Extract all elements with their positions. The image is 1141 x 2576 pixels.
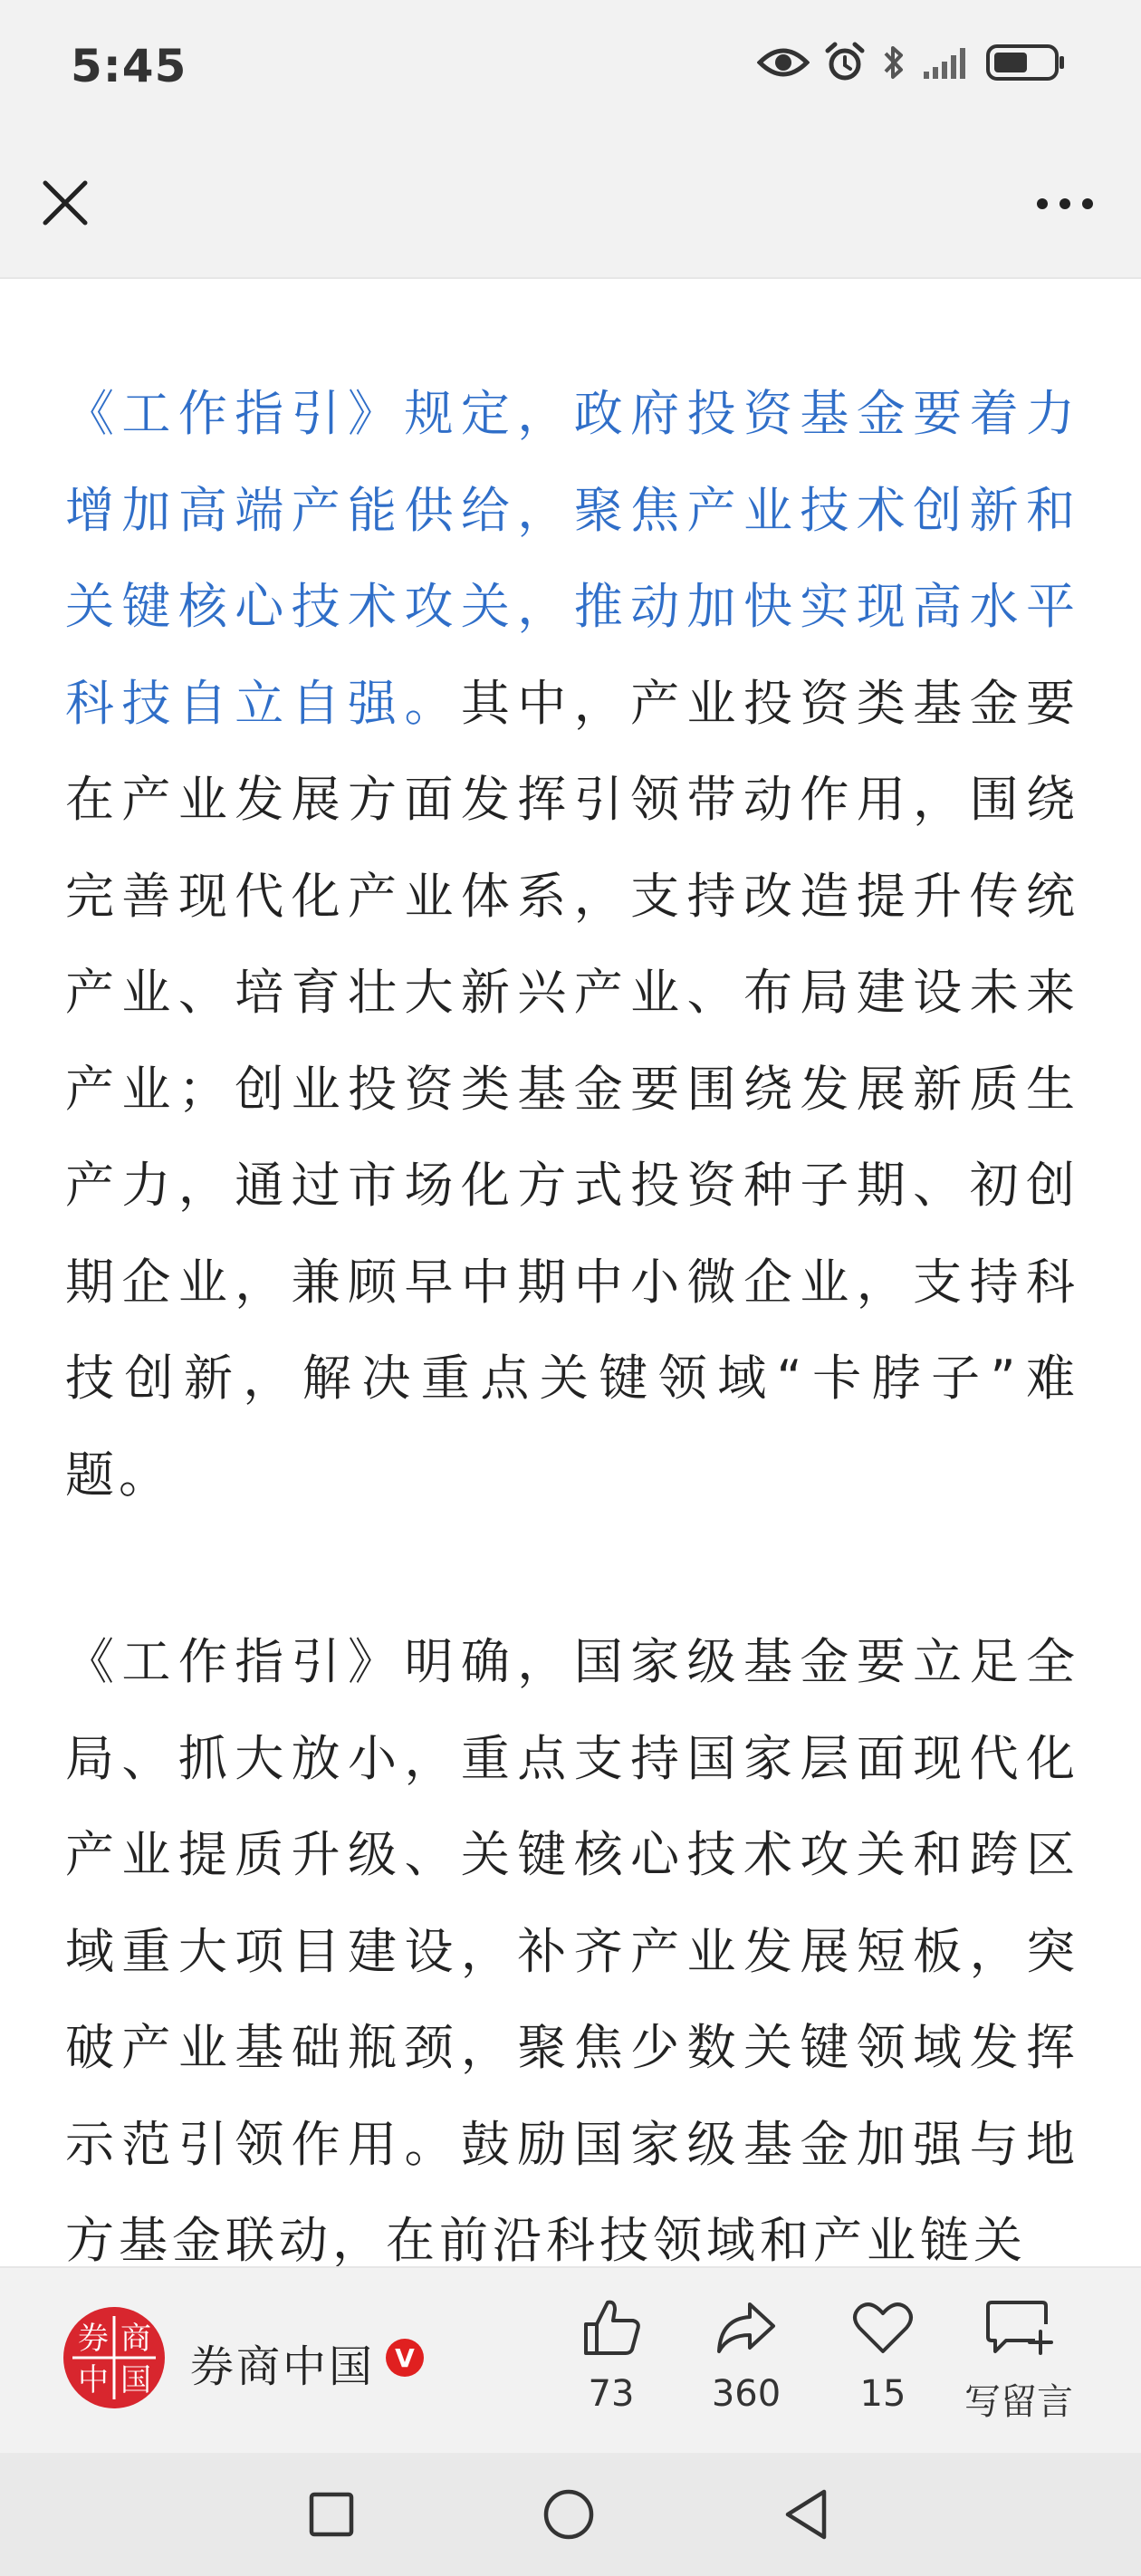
home-icon	[542, 2487, 596, 2542]
logo-char: 商	[120, 2321, 151, 2357]
share-count: 360	[711, 2373, 781, 2415]
thumbs-up-icon	[579, 2295, 644, 2360]
write-comment-label: 写留言	[964, 2381, 1073, 2423]
author-avatar[interactable]	[63, 2307, 165, 2408]
eye-icon	[757, 44, 810, 81]
logo-char: 国	[120, 2362, 151, 2398]
favorite-button[interactable]	[820, 2295, 946, 2440]
logo-char: 券	[78, 2321, 109, 2357]
more-button[interactable]	[1029, 181, 1101, 226]
alarm-icon	[824, 42, 866, 83]
back-button[interactable]	[772, 2480, 840, 2549]
like-button[interactable]	[548, 2295, 675, 2440]
status-icons	[757, 42, 1067, 83]
close-icon	[42, 179, 89, 226]
battery-icon	[985, 43, 1067, 82]
bottom-action-bar	[0, 2266, 1141, 2453]
share-icon	[714, 2295, 779, 2360]
author-name[interactable]: 券商中国	[190, 2341, 376, 2392]
heart-icon	[850, 2295, 916, 2360]
share-button[interactable]	[683, 2295, 810, 2440]
status-time: 5:45	[71, 40, 187, 92]
system-nav-bar	[0, 2453, 1141, 2576]
article-content[interactable]	[0, 279, 1141, 2266]
highlighted-text[interactable]: 《工作指引》规定，政府投资基金要着力增加高端产能供给，聚焦产业技术创新和关键核心技术攻关，推动加快实现高水平科技自立自强。	[65, 385, 1079, 732]
recent-apps-icon	[308, 2491, 355, 2538]
recent-apps-button[interactable]	[297, 2480, 366, 2549]
signal-icon	[922, 44, 971, 81]
article-paragraph	[65, 366, 1079, 1523]
status-bar	[0, 0, 1141, 136]
paragraph-text: 其中，产业投资类基金要在产业发展方面发挥引领带动作用，围绕完善现代化产业体系，支持改造提升传统产业、培育壮大新兴产业、布局建设未来产业；创业投资类基金要围绕发展新质生产力，通过市场化方式投资种子期、初创期企业，兼顾早中期中小微企业，支持科技创新，解决重点关键领域“卡脖子”难题。	[65, 674, 1080, 1504]
logo-char: 中	[78, 2362, 109, 2398]
more-icon	[1036, 197, 1094, 210]
article-paragraph: 《工作指引》明确，国家级基金要立足全局、抓大放小，重点支持国家层面现代化产业提质升级、关键核心技术攻关和跨区域重大项目建设，补齐产业发展短板，突破产业基础瓶颈，聚焦少数关键领域发挥示范引领作用。鼓励国家级基金加强与地方基金联动，在前沿科技领域和产业链关	[65, 1633, 1079, 2266]
back-icon	[782, 2488, 829, 2541]
favorite-count: 15	[859, 2373, 906, 2415]
close-button[interactable]	[34, 172, 96, 234]
bluetooth-icon	[880, 42, 907, 83]
author-logo-icon	[63, 2307, 165, 2408]
top-bar	[0, 136, 1141, 279]
write-comment-button[interactable]	[955, 2295, 1082, 2440]
verified-badge: V	[386, 2339, 424, 2377]
home-button[interactable]	[534, 2480, 603, 2549]
like-count: 73	[588, 2373, 635, 2415]
comment-add-icon	[984, 2295, 1053, 2360]
